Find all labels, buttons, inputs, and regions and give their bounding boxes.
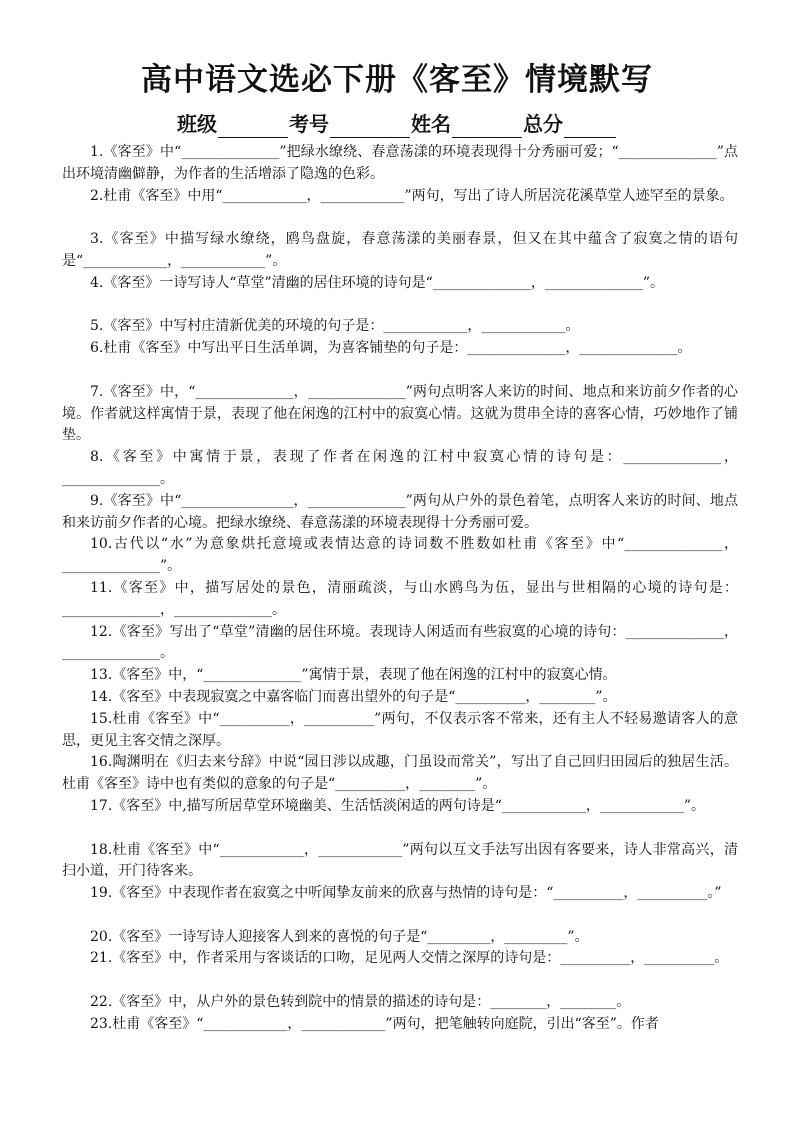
- question-item: 18.杜甫《客至》中“____________，____________”两句以互文手法写出因有客要来，诗人非常高兴，清扫小道，开门待客来。: [62, 841, 738, 880]
- question-item: 14.《客至》中表现寂寞之中嘉客临门而喜出望外的句子是“__________，________”。: [90, 688, 617, 705]
- question-item: 12.《客至》写出了“草堂”清幽的居住环境。表现诗人闲适而有些寂寞的心境的诗句：______________，______________。: [62, 623, 738, 662]
- exam-number-label: 考号: [289, 112, 329, 136]
- question-item: 10.古代以“水”为意象烘托意境或表情达意的诗词数不胜数如杜甫《客至》中“______________，______________”。: [62, 536, 738, 575]
- question-item: 4.《客至》一诗写诗人“草堂”清幽的居住环境的诗句是“______________，______________”。: [90, 274, 664, 291]
- class-blank[interactable]: [218, 115, 288, 138]
- question-item: 15.杜甫《客至》中“__________，__________”两句，不仅表示客不常来，还有主人不轻易邀请客人的意思，更见主客交情之深厚。: [62, 710, 738, 749]
- question-item: 22.《客至》中，从户外的景色转到院中的情景的描述的诗句是：________，________。: [90, 994, 631, 1011]
- question-item: 1.《客至》中“______________”把绿水缭绕、春意荡漾的环境表现得十分秀丽可爱；“______________”点出环境清幽僻静，为作者的生活增添了隐逸的色彩。: [62, 144, 738, 182]
- question-item: 21.《客至》中，作者采用与客谈话的口吻，足见两人交情之深厚的诗句是：__________，__________。: [90, 950, 729, 967]
- class-label: 班级: [177, 112, 217, 136]
- question-item: 5.《客至》中写村庄清新优美的环境的句子是：____________，____________。: [90, 318, 580, 335]
- name-blank[interactable]: [452, 115, 522, 138]
- question-item: 6.杜甫《客至》中写出平日生活单调，为喜客铺垫的句子是：______________，______________。: [90, 340, 692, 357]
- question-item: 7.《客至》中，“______________，______________”两句点明客人来访的时间、地点和来访前夕作者的心境。作者就这样寓情于景，表现了他在闲逸的江村中的寂寞心情。这就为贯串全诗的喜客心情，巧妙地作了铺垫。: [62, 383, 738, 444]
- question-item: 20.《客至》一诗写诗人迎接客人到来的喜悦的句子是“_________，_________”。: [90, 928, 589, 945]
- score-label: 总分: [523, 112, 563, 136]
- page-title: 高中语文选必下册《客至》情境默写: [141, 62, 653, 98]
- exam-number-blank[interactable]: [330, 115, 410, 138]
- student-info-line: [0, 110, 794, 138]
- name-label: 姓名: [411, 112, 451, 136]
- question-list: [62, 142, 738, 1036]
- question-item: 23.杜甫《客至》“____________，____________”两句，把笔触转向庭院，引出“客至”。作者: [90, 1015, 659, 1032]
- question-item: 17.《客至》中,描写所居草堂环境幽美、生活恬淡闲适的两句诗是“____________，____________”。: [90, 797, 706, 814]
- question-item: 9.《客至》中“________________，______________”两句从户外的景色着笔，点明客人来访的时间、地点和来访前夕作者的心境。把绿水缭绕、春意荡漾的环境表现得十分秀丽可爱。: [62, 492, 738, 531]
- question-item: 3.《客至》中描写绿水缭绕，鸥鸟盘旋，春意荡漾的美丽春景，但又在其中蕴含了寂寞之情的语句是“____________，____________”。: [62, 231, 738, 269]
- question-item: 11.《客至》中，描写居处的景色，清丽疏淡，与山水鸥鸟为伍，显出与世相隔的心境的诗句是：______________，______________。: [62, 579, 738, 618]
- score-blank[interactable]: [564, 115, 616, 138]
- question-item: 16.陶渊明在《归去来兮辞》中说“园日涉以成趣，门虽设而常关”，写出了自己回归田园后的独居生活。杜甫《客至》诗中也有类似的意象的句子是“__________，________”。: [62, 754, 738, 793]
- question-item: 8.《客至》中寓情于景，表现了作者在闲逸的江村中寂寞心情的诗句是：______________，______________。: [62, 449, 738, 487]
- question-item: 13.《客至》中，“______________”寓情于景，表现了他在闲逸的江村中的寂寞心情。: [90, 667, 617, 684]
- question-item: 19.《客至》中表现作者在寂寞之中听闻挚友前来的欣喜与热情的诗句是：“__________，__________。”: [90, 885, 722, 902]
- question-item: 2.杜甫《客至》中用“____________，____________”两句，写出了诗人所居浣花溪草堂人迹罕至的景象。: [90, 187, 734, 204]
